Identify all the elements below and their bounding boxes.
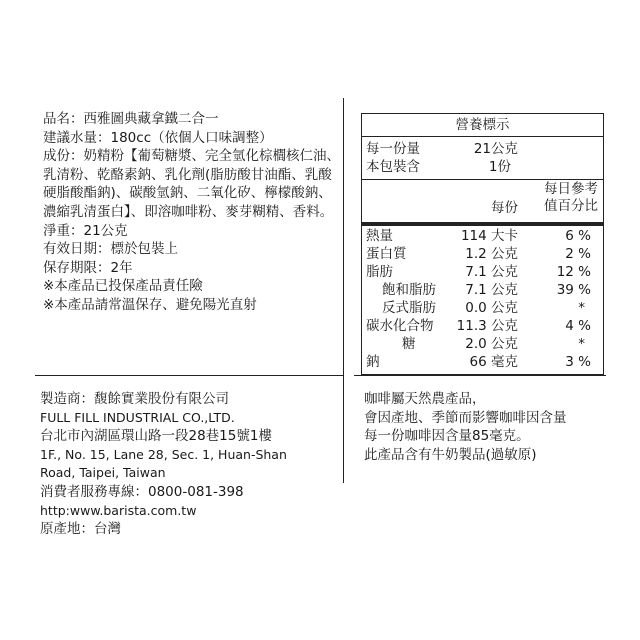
- vertical-divider: [343, 98, 344, 483]
- nutrient-amount: 11.3 公克: [456, 318, 518, 334]
- header-dv-line1: 每日參考: [544, 181, 598, 197]
- nutrient-row-carbohydrate: [362, 317, 603, 335]
- note-line-3: 每一份咖啡因含量85毫克。: [364, 428, 530, 445]
- note-line-1: 咖啡屬天然農產品，: [364, 391, 486, 407]
- serving-value: 21公克: [473, 141, 518, 157]
- storage-note: ※本產品請常溫保存、避免陽光直射: [43, 296, 257, 313]
- nutrient-row-protein: [362, 245, 603, 263]
- nutrient-row-saturated-fat: [362, 281, 603, 299]
- origin: 原產地：台灣: [40, 521, 121, 538]
- manufacturer-address: 台北市內湖區環山路一段28巷15號1樓: [40, 428, 272, 445]
- nutrition-title: 營養標示: [362, 114, 603, 137]
- nutrient-amount: 66 毫克: [469, 354, 518, 370]
- manufacturer-address-en-2: Road, Taipei, Taiwan: [40, 465, 166, 481]
- nutrient-dv: 12 %: [556, 264, 591, 280]
- nutrient-row-trans-fat: [362, 299, 603, 317]
- nutrient-amount: 7.1 公克: [465, 282, 518, 298]
- header-row: [362, 179, 603, 218]
- serving-size-row: [362, 140, 603, 158]
- manufacturer-name: 製造商：馥餘實業股份有限公司: [40, 391, 229, 407]
- product-name: 品名：西雅圖典藏拿鐵二合一: [43, 111, 219, 127]
- nutrient-amount: 114 大卡: [460, 228, 518, 244]
- nutrient-name: 脂肪: [366, 264, 393, 280]
- right-horizontal-divider: [354, 375, 606, 376]
- expiry-date: 有效日期：標於包裝上: [43, 241, 178, 258]
- website: http:www.barista.com.tw: [40, 502, 197, 518]
- nutrient-row-fat: [362, 263, 603, 281]
- nutrient-row-calories: [362, 227, 603, 245]
- nutrient-row-sugar: [362, 335, 603, 353]
- note-line-2: 會因產地、季節而影響咖啡因含量: [364, 409, 567, 426]
- nutrient-name: 熱量: [366, 228, 393, 244]
- nutrient-dv: *: [578, 300, 585, 316]
- insurance-note: ※本產品已投保產品責任險: [43, 278, 203, 295]
- servings-row: [362, 158, 603, 176]
- nutrient-amount: 7.1 公克: [465, 264, 518, 280]
- left-horizontal-divider: [35, 375, 344, 376]
- nutrient-dv: *: [578, 336, 585, 352]
- consumer-hotline: 消費者服務專線：0800-081-398: [40, 483, 244, 500]
- nutrient-name: 糖: [402, 336, 416, 352]
- nutrient-amount: 1.2 公克: [465, 246, 518, 262]
- serving-label: 每一份量: [366, 141, 420, 157]
- nutrition-facts-table: [361, 113, 604, 375]
- header-per-serving: 每份: [491, 200, 518, 216]
- nutrient-dv: 4 %: [565, 318, 591, 334]
- nutrient-name: 鈉: [366, 354, 380, 370]
- servings-value: 1份: [488, 159, 511, 175]
- nutrient-name: 飽和脂肪: [382, 282, 436, 298]
- caffeine-notes: [364, 390, 614, 464]
- water-suggestion: 建議水量：180cc（依個人口味調整）: [43, 129, 273, 146]
- nutrient-name: 蛋白質: [366, 246, 407, 262]
- product-info: [43, 110, 343, 315]
- nutrient-name: 反式脂肪: [382, 300, 436, 316]
- servings-label: 本包裝含: [366, 159, 420, 175]
- header-dv-line2: 值百分比: [544, 198, 598, 214]
- nutrient-dv: 39 %: [556, 282, 591, 298]
- manufacturer-address-en-1: 1F., No. 15, Lane 28, Sec. 1, Huan-Shan: [40, 446, 287, 462]
- nutrient-name: 碳水化合物: [366, 318, 434, 334]
- ingredients: 成份：奶精粉【葡萄糖漿、完全氫化棕櫚核仁油、乳清粉、乾酪素鈉、乳化劑(脂肪酸甘油酯、乳酸硬脂酸酯鈉)、碳酸氫鈉、二氧化矽、檸檬酸鈉、濃縮乳清蛋白】、即溶咖啡粉、麥芽糊精、香料。: [43, 148, 340, 220]
- nutrient-dv: 2 %: [565, 246, 591, 262]
- shelf-life: 保存期限：2年: [43, 259, 133, 276]
- nutrient-row-sodium: [362, 353, 603, 371]
- nutrient-amount: 0.0 公克: [465, 300, 518, 316]
- nutrient-dv: 3 %: [565, 354, 591, 370]
- nutrient-amount: 2.0 公克: [465, 336, 518, 352]
- net-weight: 淨重：21公克: [43, 222, 128, 239]
- note-line-4: 此產品含有牛奶製品(過敏原): [364, 446, 537, 463]
- manufacturer-info: [40, 390, 340, 539]
- manufacturer-name-en: FULL FILL INDUSTRIAL CO.,LTD.: [40, 409, 235, 425]
- nutrient-dv: 6 %: [565, 228, 591, 244]
